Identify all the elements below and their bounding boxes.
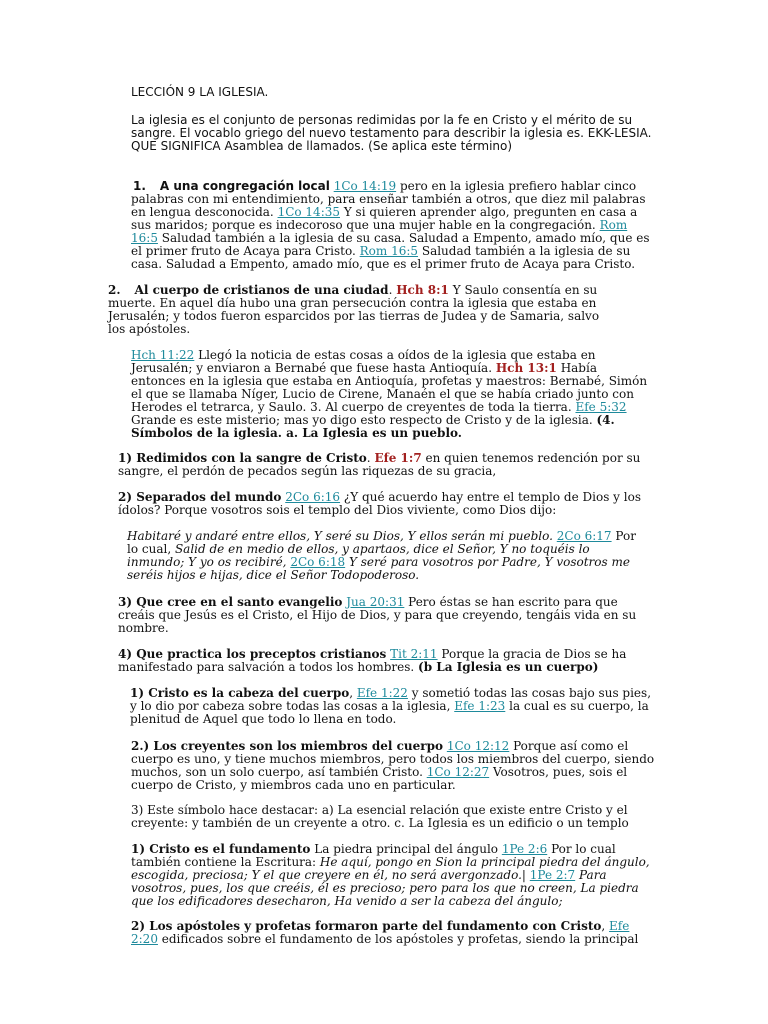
point-believes-gospel: 3) Que cree en el santo evangelio Jua 20:31 Pero éstas se han escrito para que creáis que Jesús es el Cristo, el Hijo de Dios, y para que creyendo, tengáis vida en su nombre. [118,595,637,635]
antioch-paragraph: Hch 11:22 Llegó la noticia de estas cosas a oídos de la iglesia que estaba en Jerusalén; y enviaron a Bernabé que fuese hasta Antioquía. Hch 13:1 Había entonces en la iglesia que estaba en Antioquía, profetas y maestros: Bernabé, Simón el que se llamaba Níger, Lucio de Cirene, Manaén el que se había criado junto con Herodes el tetrarca, y Saulo. 3. Al cuerpo de creyentes de toda la tierra. Efe 5:32 Grande es este misterio; mas yo digo esto respecto de Cristo y de la iglesia. (4. Símbolos de la iglesia. a. La Iglesia es un pueblo. [131,348,648,440]
point-practices: 4) Que practica los preceptos cristianos Tit 2:11 Porque la gracia de Dios se ha manifestado para salvación a todos los hombres. (b La Iglesia es un cuerpo) [118,647,627,674]
bible-ref[interactable]: 1Co 12:27 [426,765,490,779]
bible-ref[interactable]: Efe 1:22 [356,686,408,700]
bible-ref[interactable]: 2Co 6:17 [556,529,612,543]
section-local-congregation: 1. A una congregación local 1Co 14:19 pero en la iglesia prefiero hablar cinco palabras con mi entendimiento, para enseñar también a otros, que diez mil palabras en lengua desconocida. 1Co 14:35 Y si quieren aprender algo, pregunten en casa a sus maridos; porque es indecoroso que una mujer hable en la congregación. Rom 16:5 Saludad también a la iglesia de su casa. Saludad a Empento, amado mío, que es el primer fruto de Acaya para Cristo. Rom 16:5 Saludad también a la iglesia de su casa. Saludad a Empento, amado mío, que es el primer fruto de Acaya para Cristo. [131,179,650,271]
bible-ref[interactable]: Rom 16:5 [131,218,628,245]
bible-ref[interactable]: 1Co 12:12 [446,739,510,753]
point-heading: 1) Cristo es el fundamento [131,842,311,856]
bible-ref[interactable]: Efe 5:32 [575,400,627,414]
subheading-body: (b La Iglesia es un cuerpo) [418,660,599,674]
bible-ref[interactable]: 2Co 6:18 [290,555,346,569]
section-heading: Al cuerpo de cristianos de una ciudad [134,283,389,297]
bible-ref[interactable]: Tit 2:11 [390,647,438,661]
section-number: 2. [108,283,121,297]
subheading-symbols: (4. Símbolos de la iglesia. a. La Iglesia es un pueblo. [131,413,615,440]
point-heading: 1) Cristo es la cabeza del cuerpo [130,686,350,700]
section-number: 1. [133,179,146,193]
bible-ref[interactable]: Rom 16:5 [359,244,419,258]
bible-ref[interactable]: 1Pe 2:6 [501,842,548,856]
bible-ref[interactable]: 2Co 6:16 [285,490,341,504]
bible-ref[interactable]: 1Pe 2:7 [529,868,576,882]
point-heading: 3) Que cree en el santo evangelio [118,595,343,609]
bible-ref[interactable]: 1Co 14:19 [333,179,397,193]
bible-ref[interactable]: Efe 2:20 [131,919,630,946]
point-members: 2.) Los creyentes son los miembros del cuerpo 1Co 12:12 Porque así como el cuerpo es uno, y tiene muchos miembros, pero todos los miembros del cuerpo, siendo muchos, son un solo cuerpo, así también Cristo. 1Co 12:27 Vosotros, pues, sois el cuerpo de Cristo, y miembros cada uno en particular. [131,739,655,792]
point-apostles: 2) Los apóstoles y profetas formaron parte del fundamento con Cristo, Efe 2:20 edificados sobre el fundamento de los apóstoles y profetas, siendo la principal [131,919,639,946]
point-heading: 2) Separados del mundo [118,490,282,504]
point-heading: 2.) Los creyentes son los miembros del cuerpo [131,739,444,753]
bible-ref[interactable]: Hch 11:22 [131,348,195,362]
point-redeemed: 1) Redimidos con la sangre de Cristo. Efe 1:7 en quien tenemos redención por su sangre, el perdón de pecados según las riquezas de su gracia, [118,451,641,478]
bible-ref[interactable]: 1Co 14:35 [277,205,340,219]
point-foundation: 1) Cristo es el fundamento La piedra principal del ángulo 1Pe 2:6 Por lo cual también contiene la Escritura: He aquí, pongo en Sion la principal piedra del ángulo, escogida, preciosa; Y el que creyere en él, no será avergonzado.| 1Pe 2:7 Para vosotros, pues, los que creéis, él es precioso; pero para los que no creen, La piedra que los edificadores desecharon, Ha venido a ser la cabeza del ángulo; [131,842,650,908]
section-city-church: 2. Al cuerpo de cristianos de una ciudad. Hch 8:1 Y Saulo consentía en su muerte. En aquel día hubo una gran persecución contra la iglesia que estaba en Jerusalén; y todos fueron esparcidos por las tierras de Judea y de Samaria, salvo los apóstoles. [108,283,600,336]
symbol-note: 3) Este símbolo hace destacar: a) La esencial relación que existe entre Cristo y el creyente: y también de un creyente a otro. c. La Iglesia es un edificio o un templo [131,803,629,830]
bible-ref[interactable]: Hch 8:1 [396,283,449,297]
lesson-title: LECCIÓN 9 LA IGLESIA. [131,85,269,99]
point-separated: 2) Separados del mundo 2Co 6:16 ¿Y qué acuerdo hay entre el templo de Dios y los ídolos? Porque vosotros sois el templo del Dios viviente, como Dios dijo: [118,490,641,517]
quote-paragraph: Habitaré y andaré entre ellos, Y seré su Dios, Y ellos serán mi pueblo. 2Co 6:17 Por lo cual, Salid de en medio de ellos, y apartaos, dice el Señor, Y no toquéis lo inmundo; Y yo os recibiré, 2Co 6:18 Y seré para vosotros por Padre, Y vosotros me seréis hijos e hijas, dice el Señor Todopoderoso. [127,529,636,582]
bible-ref[interactable]: Efe 1:23 [454,699,506,713]
bible-ref[interactable]: Jua 20:31 [346,595,405,609]
intro-paragraph: La iglesia es el conjunto de personas redimidas por la fe en Cristo y el mérito de su sangre. El vocablo griego del nuevo testamento para describir la iglesia es. EKK-LESIA. QUE SIGNIFICA Asamblea de llamados. (Se aplica este término) [131,113,652,153]
section-heading: A una congregación local [159,179,330,193]
bible-ref[interactable]: Hch 13:1 [495,361,557,375]
bible-ref[interactable]: Efe 1:7 [374,451,422,465]
point-heading: 2) Los apóstoles y profetas formaron parte del fundamento con Cristo [131,919,602,933]
point-heading: 4) Que practica los preceptos cristianos [118,647,387,661]
point-christ-head: 1) Cristo es la cabeza del cuerpo, Efe 1:22 y sometió todas las cosas bajo sus pies, y lo dio por cabeza sobre todas las cosas a la iglesia, Efe 1:23 la cual es su cuerpo, la plenitud de Aquel que todo lo llena en todo. [130,686,652,726]
point-heading: 1) Redimidos con la sangre de Cristo [118,451,367,465]
